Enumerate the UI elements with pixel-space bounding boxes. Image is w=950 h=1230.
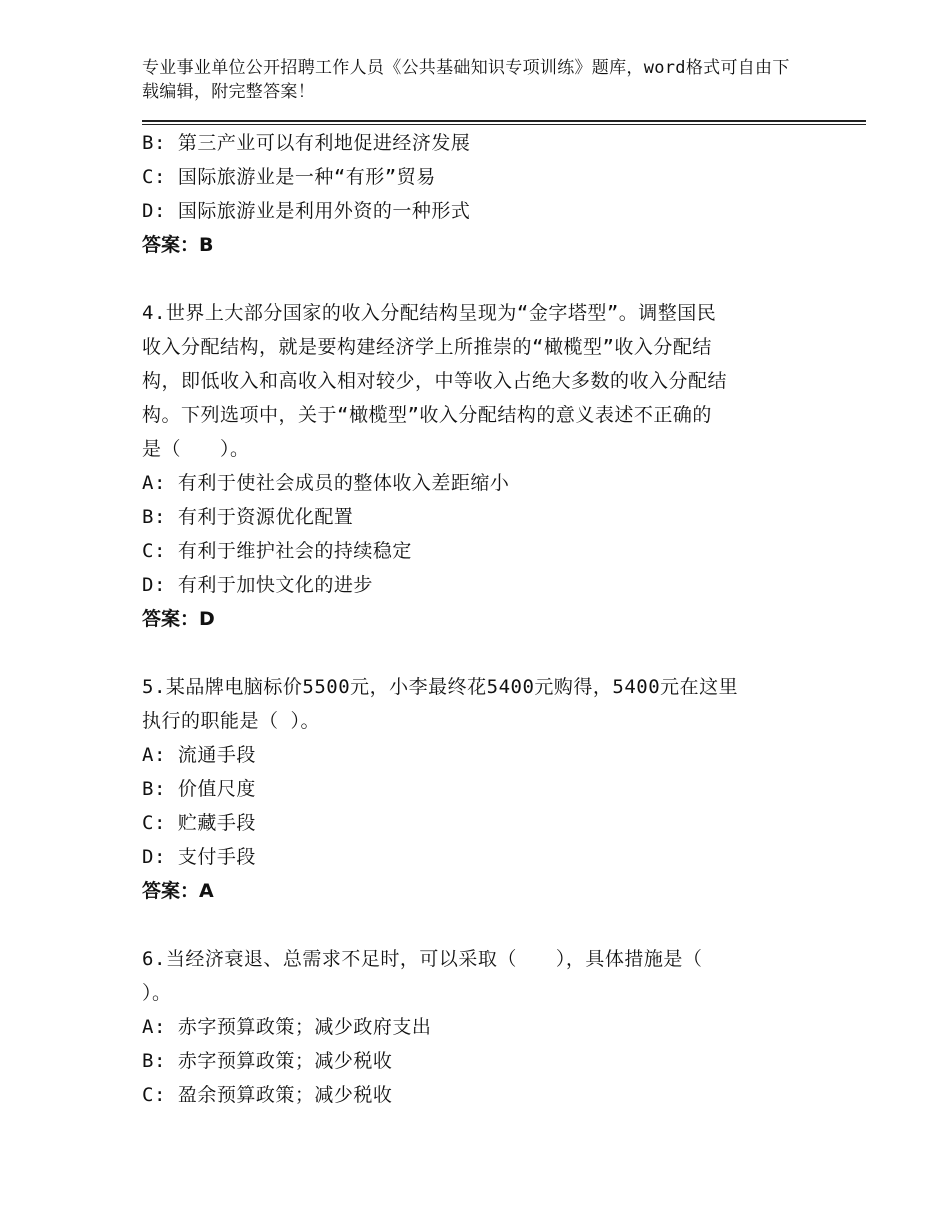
document-header: 专业事业单位公开招聘工作人员《公共基础知识专项训练》题库，word格式可自由下载编辑，附完整答案！ bbox=[142, 58, 790, 102]
question-text-line: 5.某品牌电脑标价5500元，小李最终花5400元购得，5400元在这里 bbox=[142, 676, 739, 698]
question-text-line: 6.当经济衰退、总需求不足时，可以采取（ ），具体措施是（ bbox=[142, 948, 703, 970]
option-b: B: 赤字预算政策；减少税收 bbox=[142, 1050, 393, 1072]
option-a: A: 流通手段 bbox=[142, 744, 256, 766]
option-b: B: 第三产业可以有利地促进经济发展 bbox=[142, 132, 471, 154]
answer-label: 答案：D bbox=[142, 608, 215, 630]
answer-label: 答案：B bbox=[142, 234, 214, 256]
question-text-line: ）。 bbox=[142, 982, 172, 1004]
spacer bbox=[142, 908, 802, 942]
option-c: C: 国际旅游业是一种“有形”贸易 bbox=[142, 166, 436, 188]
option-b: B: 价值尺度 bbox=[142, 778, 256, 800]
answer-label: 答案：A bbox=[142, 880, 214, 902]
question-6 bbox=[142, 942, 802, 1112]
option-d: D: 支付手段 bbox=[142, 846, 256, 868]
option-c: C: 有利于维护社会的持续稳定 bbox=[142, 540, 412, 562]
question-5 bbox=[142, 670, 802, 908]
header-divider bbox=[142, 120, 866, 122]
header-divider-thin bbox=[142, 124, 866, 125]
question-text-line: 收入分配结构，就是要构建经济学上所推崇的“橄榄型”收入分配结 bbox=[142, 336, 712, 358]
question-text-line: 4.世界上大部分国家的收入分配结构呈现为“金字塔型”。调整国民 bbox=[142, 302, 717, 324]
spacer bbox=[142, 262, 802, 296]
option-d: D: 国际旅游业是利用外资的一种形式 bbox=[142, 200, 471, 222]
option-c: C: 贮藏手段 bbox=[142, 812, 256, 834]
question-text-line: 是（ ）。 bbox=[142, 438, 250, 460]
option-c: C: 盈余预算政策；减少税收 bbox=[142, 1084, 393, 1106]
question-text-line: 执行的职能是（ ）。 bbox=[142, 710, 320, 732]
option-a: A: 赤字预算政策；减少政府支出 bbox=[142, 1016, 432, 1038]
option-d: D: 有利于加快文化的进步 bbox=[142, 574, 373, 596]
question-text-line: 构，即低收入和高收入相对较少，中等收入占绝大多数的收入分配结 bbox=[142, 370, 728, 392]
question-text-line: 构。下列选项中，关于“橄榄型”收入分配结构的意义表述不正确的 bbox=[142, 404, 712, 426]
question-3 bbox=[142, 126, 802, 262]
option-a: A: 有利于使社会成员的整体收入差距缩小 bbox=[142, 472, 510, 494]
option-b: B: 有利于资源优化配置 bbox=[142, 506, 354, 528]
question-4 bbox=[142, 296, 802, 636]
spacer bbox=[142, 636, 802, 670]
question-list bbox=[142, 126, 802, 1112]
